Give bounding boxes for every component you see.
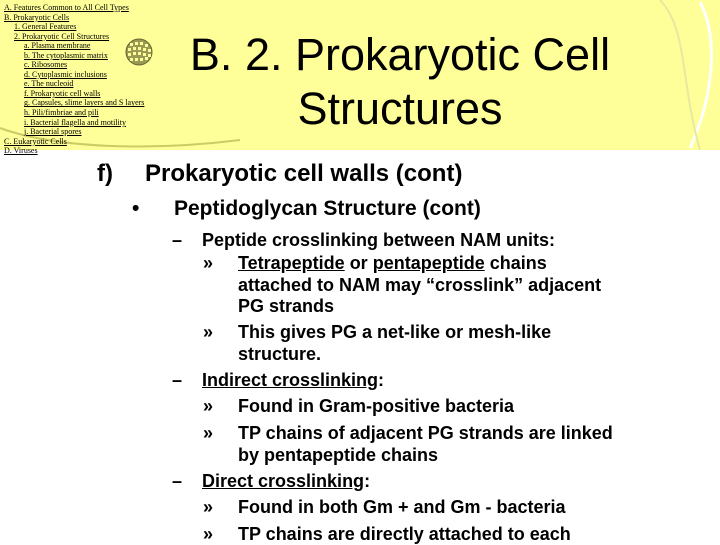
list-item-text — [202, 370, 384, 391]
chevron-mark: » — [203, 396, 214, 416]
slide-title-line-2: Structures — [297, 83, 503, 134]
dash-mark: – — [172, 230, 183, 250]
section-heading-number: f) — [97, 160, 113, 187]
list-item-text: Found in both Gm + and Gm - bacteria — [238, 497, 566, 517]
outline-link[interactable]: g. Capsules, slime layers and S layers — [24, 98, 145, 108]
list-item-text: PG strands — [238, 296, 335, 316]
list-item-text — [202, 471, 370, 492]
outline-link[interactable]: b. The cytoplasmic matrix — [24, 50, 108, 60]
chevron-mark: » — [203, 524, 214, 544]
chevron-mark: » — [203, 497, 214, 517]
connector-text: : — [364, 471, 371, 491]
slide-title-line-1: B. 2. Prokaryotic Cell — [189, 29, 611, 80]
connector-text: chains — [484, 253, 547, 273]
list-item-text: attached to NAM may “crosslink” adjacent — [238, 275, 602, 295]
outline-link[interactable]: 2. Prokaryotic Cell Structures — [14, 31, 110, 41]
slide-title — [160, 28, 640, 136]
term-indirect-crosslinking: Indirect crosslinking — [202, 370, 379, 390]
outline-link[interactable]: e. The nucleoid — [24, 79, 74, 89]
list-item-text — [238, 253, 547, 274]
outline-link[interactable]: j. Bacterial spores — [24, 127, 82, 137]
connector-text: : — [378, 370, 385, 390]
section-heading-text: Prokaryotic cell walls (cont) — [145, 160, 463, 187]
dash-mark: – — [172, 471, 183, 491]
connector-text: or — [344, 253, 373, 273]
outline-link[interactable]: D. Viruses — [4, 146, 38, 156]
outline-link[interactable]: C. Eukaryotic Cells — [4, 136, 67, 146]
list-item-text: Found in Gram-positive bacteria — [238, 396, 515, 416]
term-tetrapeptide: Tetrapeptide — [238, 253, 345, 273]
list-item-text: by pentapeptide chains — [238, 445, 439, 465]
chevron-mark: » — [203, 253, 214, 273]
outline-link[interactable]: d. Cytoplasmic inclusions — [24, 69, 107, 79]
list-item-text: This gives PG a net-like or mesh-like — [238, 322, 552, 342]
outline-link[interactable]: f. Prokaryotic cell walls — [24, 88, 101, 98]
outline-link[interactable]: i. Bacterial flagella and motility — [24, 117, 126, 127]
chevron-mark: » — [203, 423, 214, 443]
bullet-mark: • — [132, 197, 140, 220]
term-pentapeptide: pentapeptide — [372, 253, 485, 273]
section-heading — [97, 160, 462, 188]
outline-link[interactable]: 1. General Features — [14, 22, 77, 32]
list-item-text: TP chains are directly attached to each — [238, 524, 571, 544]
outline-link[interactable]: B. Prokaryotic Cells — [4, 12, 70, 22]
outline-link[interactable]: a. Plasma membrane — [24, 41, 91, 51]
list-item-text: Peptide crosslinking between NAM units: — [202, 230, 556, 250]
main-bullet — [132, 197, 481, 221]
dash-mark: – — [172, 370, 183, 390]
outline-link[interactable]: c. Ribosomes — [24, 60, 68, 70]
main-bullet-text: Peptidoglycan Structure (cont) — [174, 197, 481, 220]
list-item-text: TP chains of adjacent PG strands are linked — [238, 423, 613, 443]
list-item-text: structure. — [238, 344, 322, 364]
outline-link[interactable]: A. Features Common to All Cell Types — [4, 3, 129, 12]
globe-icon — [124, 37, 154, 67]
chevron-mark: » — [203, 322, 214, 342]
outline-link[interactable]: h. Pili/fimbriae and pili — [24, 108, 99, 118]
outline-navigation — [4, 3, 164, 156]
term-direct-crosslinking: Direct crosslinking — [202, 471, 365, 491]
